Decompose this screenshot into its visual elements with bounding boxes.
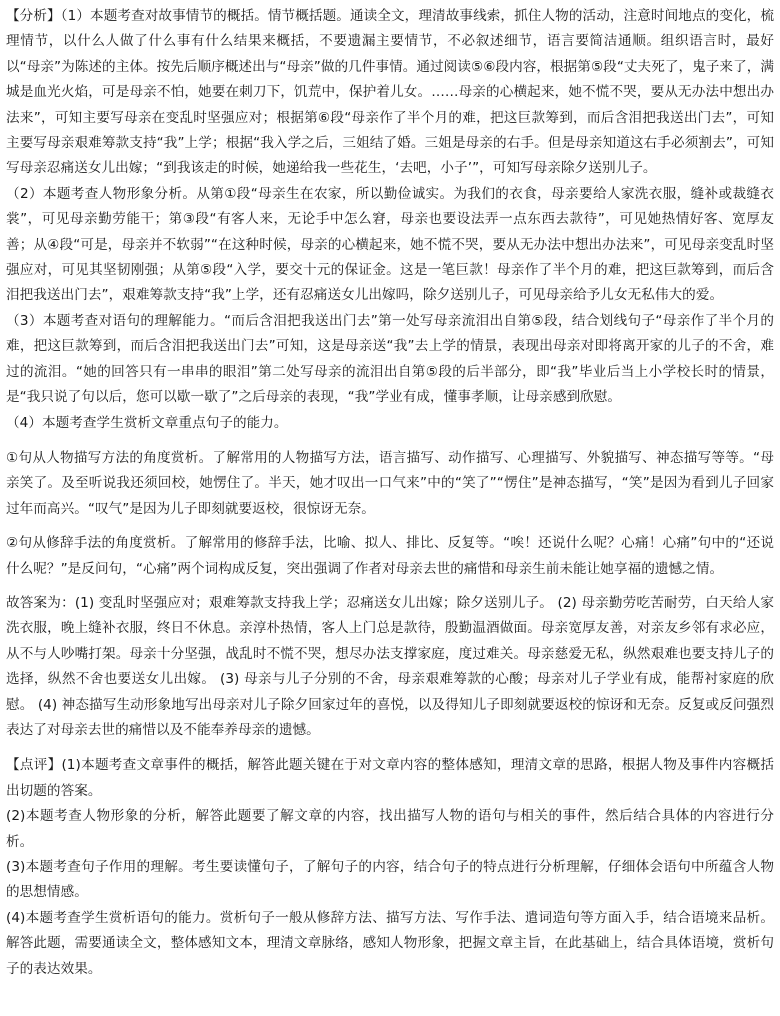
analysis-q2: （2）本题考查人物形象分析。从第①段“母亲生在农家，所以勤俭诚实。为我们的衣食，母亲要给人家洗衣服，缝补或裁缝衣裳”，可见母亲勤劳能干；第③段“有客人来，无论手中怎么窘，母亲也要设法弄一点东西去款待”，可见她热情好客、宽厚友善；从④段“可是，母亲并不软弱”“在这种时候，母亲的心横起来，她不慌不哭，要从无办法中想出办法来”，可见母亲变乱时坚强应对，可见其坚韧刚强；从第⑤段“入学，要交十元的保证金。这是一笔巨款！母亲作了半个月的难，把这巨款筹到，而后含泪把我送出门去”，艰难筹款支持“我”上学，还有忍痛送女儿出嫁吗，除夕送别儿子，可见母亲给予儿女无私伟大的爱。 [6,185,774,304]
review-r2: (2)本题考查人物形象的分析，解答此题要了解文章的内容，找出描写人物的语句与相关的事件，然后结合具体的内容进行分析。 [6,808,774,850]
analysis-q4: （4）本题考查学生赏析文章重点句子的能力。 [6,414,288,431]
review-r1 [6,753,774,804]
review-r3: (3)本题考查句子作用的理解。考生要读懂句子，了解句子的内容，结合句子的特点进行分析理解，仔细体会语句中所蕴含人物的思想情感。 [6,859,774,901]
analysis-header: 【分析】 [6,8,61,24]
review-header: 【点评】 [6,757,62,774]
review-r1-text: (1)本题考查文章事件的概括，解答此题关键在于对文章内容的整体感知，理清文章的思路，根据人物及事件内容概括出切题的答案。 [6,757,774,799]
review-r4: (4)本题考查学生赏析语句的能力。赏析句子一般从修辞方法、描写方法、写作手法、遣词造句等方面入手，结合语境来品析。解答此题，需要通读全文，整体感知文本，理清文章脉络，感知人物形象，把握文章主旨，在此基础上，结合具体语境，赏析句子的表达效果。 [6,909,774,977]
analysis-q3: （3）本题考查对语句的理解能力。“而后含泪把我送出门去”第一处写母亲流泪出自第⑤段，结合划线句子“母亲作了半个月的难，把这巨款筹到，而后含泪把我送出门去”可知，这是母亲送“我”去上学的情景，表现出母亲对即将离开家的儿子的不舍，难过的流泪。“她的回答只有一串串的眼泪”第二处写母亲的流泪出自第⑤段的后半部分，即“我”毕业后当上小学校长时的情景，是“我只说了句以后，您可以歇一歇了”之后母亲的表现，“我”学业有成，懂事孝顺，让母亲感到欣慰。 [6,312,774,406]
answer-summary: 故答案为：(1) 变乱时坚强应对；艰难筹款支持我上学；忍痛送女儿出嫁；除夕送别儿子。 (2) 母亲勤劳吃苦耐劳，白天给人家洗衣服，晚上缝补衣服，终日不休息。亲淳朴热情，客人上门总是款待，殷勤温酒做面。母亲宽厚友善，对亲友乡邻有求必应，从不与人吵嘴打架。母亲十分坚强，战乱时不慌不哭，想尽办法支撑家庭，度过难关。母亲慈爱无私，纵然艰难也要支持儿子的选择，纵然不舍也要送女儿出嫁。 (3) 母亲与儿子分别的不舍，母亲艰难筹款的心酸；母亲对儿子学业有成，能帮衬家庭的欣慰。 (4) 神态描写生动形象地写出母亲对儿子除夕回家过年的喜悦，以及得知儿子即刻就要返校的惊讶和无奈。反复或反问强烈表达了对母亲去世的痛惜以及不能奉养母亲的遗憾。 [6,594,774,738]
analysis-q1 [6,4,774,182]
analysis-q4-sentence-2: ②句从修辞手法的角度赏析。了解常用的修辞手法，比喻、拟人、排比、反复等。“唉！还说什么呢？心痛！心痛”句中的“还说什么呢？”是反问句，“心痛”两个词构成反复，突出强调了作者对母亲去世的痛惜和母亲生前未能让她享福的遗憾之情。 [6,535,774,577]
analysis-q4-sentence-1: ①句从人物描写方法的角度赏析。了解常用的人物描写方法，语言描写、动作描写、心理描写、外貌描写、神态描写等等。“母亲笑了。及至听说我还须回校，她愣住了。半天，她才叹出一口气来”中的“笑了”“愣住”是神态描写，“笑”是因为看到儿子回家过年而高兴。“叹气”是因为儿子即刻就要返校，很惊讶无奈。 [6,449,774,517]
analysis-q1-text: （1）本题考查对故事情节的概括。情节概括题。通读全文，理清故事线索，抓住人物的活动，注意时间地点的变化，梳理情节，以什么人做了什么事有什么结果来概括，不要遗漏主要情节，不必叙述细节，语言要简洁通顺。组织语言时，最好以“母亲”为陈述的主体。按先后顺序概述出与“母亲”做的几件事情。通过阅读⑤⑥段内容，根据第⑤段“丈夫死了，鬼子来了，满城是血光火焰，可是母亲不怕，她要在刺刀下，饥荒中，保护着儿女。……母亲的心横起来，她不慌不哭，要从无办法中想出办法来”，可知主要写母亲在变乱时坚强应对；根据第⑥段“母亲作了半个月的难，把这巨款筹到，而后含泪把我送出门去”，可知主要写母亲艰难筹款支持“我”上学；根据“我入学之后，三姐结了婚。三姐是母亲的右手。但是母亲知道这右手必须割去”，可知写母亲忍痛送女儿出嫁；“到我该走的时候，她递给我一些花生，‘去吧，小子’”，可知写母亲除夕送别儿子。 [6,8,775,177]
